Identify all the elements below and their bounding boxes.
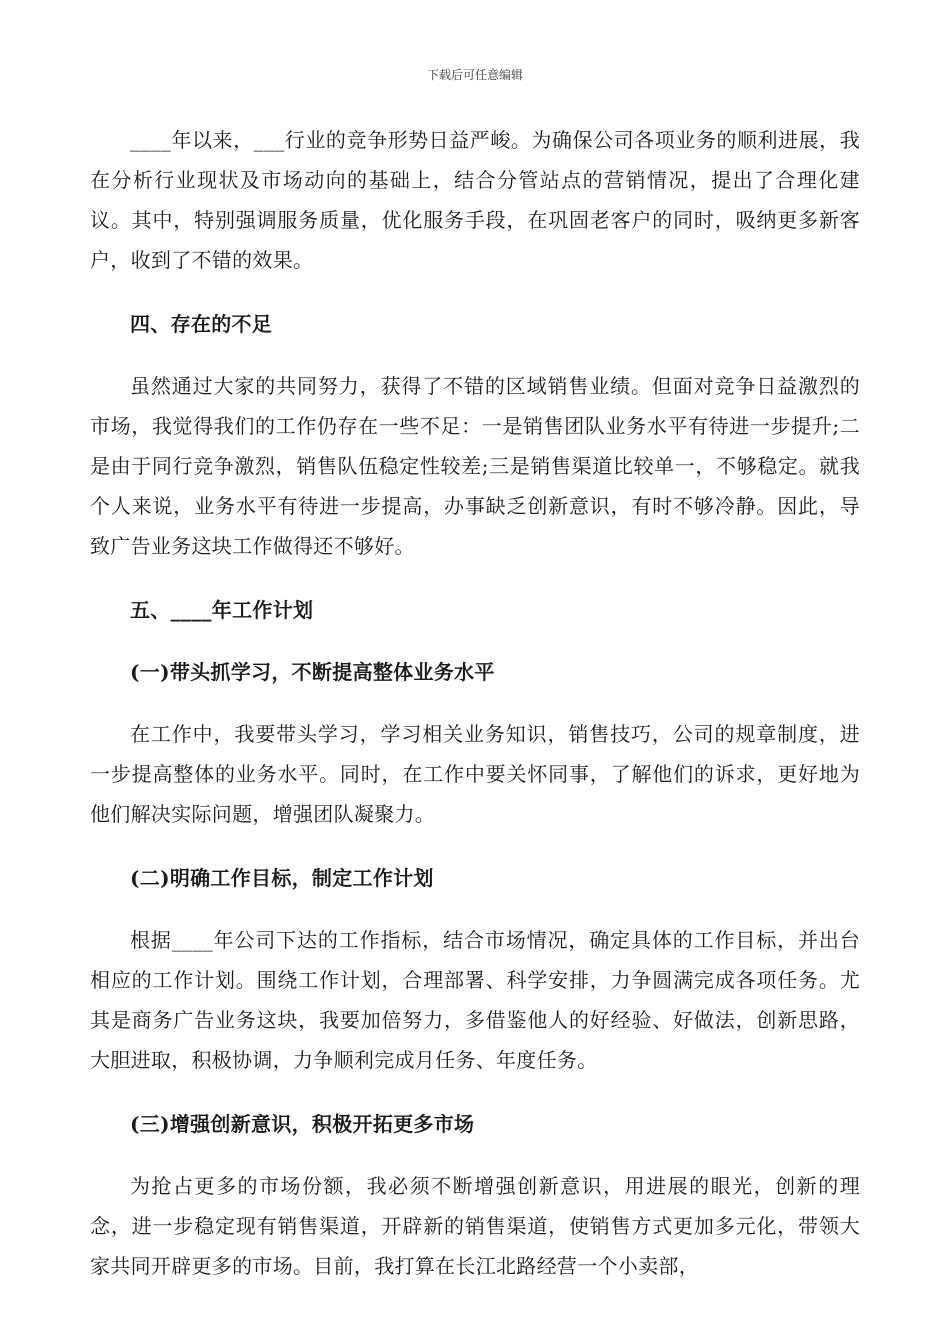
paragraph-intro: ____年以来，___行业的竞争形势日益严峻。为确保公司各项业务的顺利进展，我在分析行业现状及市场动向的基础上，结合分管站点的营销情况，提出了合理化建议。其中，特别强调服务质量，优化服务手段，在巩固老客户的同时，吸纳更多新客户，收到了不错的效果。 [90,128,860,272]
section-heading-work-plan: 五、____年工作计划 [130,598,314,622]
document-body [90,120,860,1286]
section-heading-shortcomings: 四、存在的不足 [130,312,273,336]
subheading-study: (一)带头抓学习，不断提高整体业务水平 [130,660,495,684]
paragraph-goals: 根据____年公司下达的工作指标，结合市场情况，确定具体的工作目标，并出台相应的工作计划。围绕工作计划，合理部署、科学安排，力争圆满完成各项任务。尤其是商务广告业务这块，我要加倍努力，多借鉴他人的好经验、好做法，创新思路，大胆进取，积极协调，力争顺利完成月任务、年度任务。 [90,928,860,1072]
paragraph-shortcomings: 虽然通过大家的共同努力，获得了不错的区域销售业绩。但面对竞争日益激烈的市场，我觉得我们的工作仍存在一些不足：一是销售团队业务水平有待进一步提升;二是由于同行竞争激烈，销售队伍稳定性较差;三是销售渠道比较单一，不够稳定。就我个人来说，业务水平有待进一步提高，办事缺乏创新意识，有时不够冷静。因此，导致广告业务这块工作做得还不够好。 [90,374,860,558]
subheading-innovation: (三)增强创新意识，积极开拓更多市场 [130,1112,475,1136]
subheading-goals: (二)明确工作目标，制定工作计划 [130,866,434,890]
page-header: 下载后可任意编辑 [426,68,523,82]
paragraph-study: 在工作中，我要带头学习，学习相关业务知识，销售技巧，公司的规章制度，进一步提高整体的业务水平。同时，在工作中要关怀同事，了解他们的诉求，更好地为他们解决实际问题，增强团队凝聚力。 [90,722,860,826]
paragraph-innovation: 为抢占更多的市场份额，我必须不断增强创新意识，用进展的眼光，创新的理念，进一步稳定现有销售渠道，开辟新的销售渠道，使销售方式更加多元化，带领大家共同开辟更多的市场。目前，我打算在长江北路经营一个小卖部， [90,1174,860,1278]
